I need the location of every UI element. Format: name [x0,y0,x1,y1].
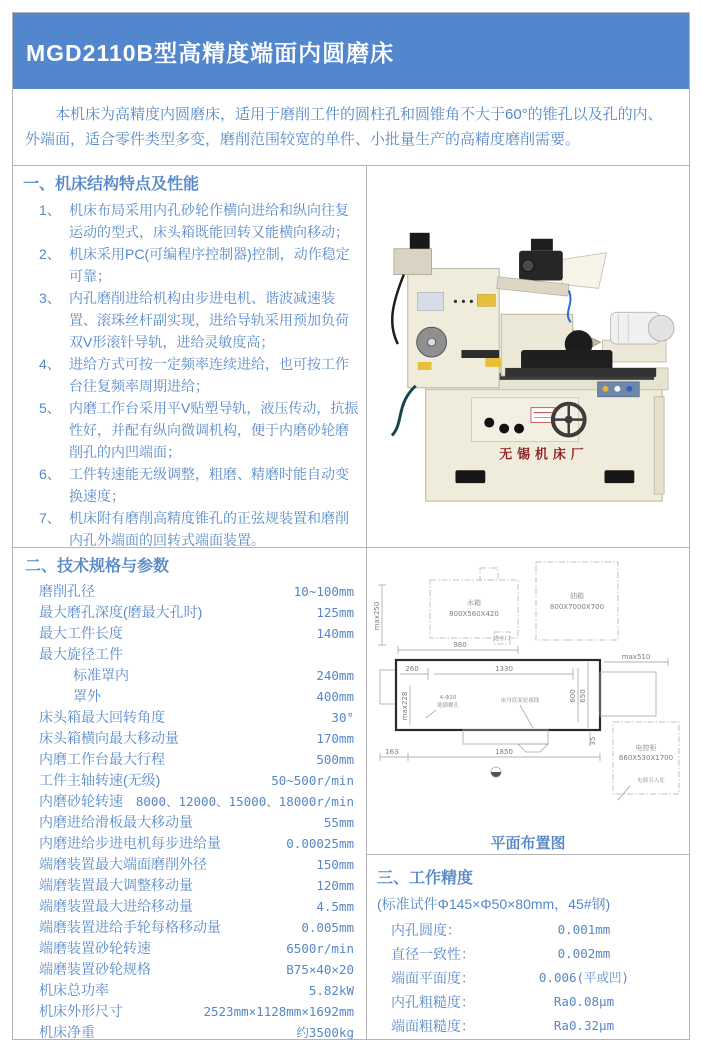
feature-item [39,287,362,353]
inlet-label: 进水口 [493,636,510,642]
feature-text: 机床采用PC(可编程序控制器)控制，动作稳定可靠； [69,246,350,284]
dim-980: 980 [452,641,467,649]
spec-row [25,707,356,728]
product-sheet [12,12,690,1040]
feature-text: 机床布局采用内孔砂轮作横向进给和纵向往复运动的型式，床头箱既能回转又能横向移动； [69,202,349,240]
spec-row [25,581,356,602]
precision-row [377,990,681,1014]
spec-value: 2523mm×1128mm×1692mm [203,1004,354,1019]
spec-value: 30° [331,710,354,725]
dim-260: 260 [404,665,419,673]
precision-label: 端面粗糙度： [391,1018,475,1034]
spec-row [25,686,356,707]
spec-label: 端磨装置最大调整移动量 [39,877,193,893]
dim-max228: max228 [400,691,409,721]
feature-text: 机床附有磨削高精度锥孔的正弦规装置和磨削内孔外端面的回转式端面装置。 [69,510,349,547]
right-column [366,547,689,1039]
cabinet-label: 电控柜 [635,744,656,752]
spec-value: 120mm [316,878,354,893]
features-section [13,165,366,547]
spec-label: 端磨装置进给手轮每格移动量 [39,919,221,935]
spec-row [25,896,356,917]
precision-label: 端面平面度： [391,970,475,986]
precision-label: 直径一致性： [391,946,475,962]
spec-value: 125mm [316,605,354,620]
dim-600: 600 [568,689,577,703]
spec-value: 5.82kW [308,983,354,998]
precision-value: Ra0.08μm [553,994,615,1009]
spec-row [25,623,356,644]
feature-item [39,243,362,287]
precision-section [367,854,689,1046]
dim-1330: 1330 [494,665,513,673]
spec-label: 床头箱最大回转角度 [39,709,165,725]
spec-label: 工件主轴转速(无级) [39,772,161,788]
spec-row [25,791,356,812]
spec-label: 端磨装置最大进给移动量 [39,898,193,914]
spec-label: 最大工件长度 [39,625,123,641]
power-entry-label: 电源引入处 [636,778,665,784]
spec-value: 150mm [316,857,354,872]
feature-number: 1、 [39,202,61,218]
spec-label: 内磨进给步进电机每步进给量 [39,835,221,851]
page-title-bar [13,13,689,89]
feature-number: 3、 [39,290,61,306]
cabinet-size: 660X530X1700 [618,754,673,762]
feature-item [39,199,362,243]
oil-tank-label: 油箱 [569,592,584,600]
floor-plan-section [367,548,689,854]
spec-row [25,854,356,875]
dim-max250: max250 [372,601,381,631]
oil-tank-size: 800X7000X700 [549,603,604,611]
intro-section [13,89,689,165]
spec-value: B75×40×20 [286,962,354,977]
floor-plan-drawing [368,550,689,834]
content-grid [13,165,689,1039]
bolt-holes-line1: 4-Φ20 [439,695,456,701]
features-list [23,199,362,547]
precision-value: Ra0.32μm [553,1018,615,1033]
spec-label: 机床外形尺寸 [39,1003,123,1019]
spec-row [25,917,356,938]
spec-value: 500mm [316,752,354,767]
precision-row [377,942,681,966]
precision-row [377,918,681,942]
dim-163: 163 [384,748,399,756]
spec-value: 50~500r/min [271,773,354,788]
spec-value: 400mm [316,689,354,704]
spec-value: 10~100mm [293,584,354,599]
dim-35: 35 [588,736,597,746]
spec-row [25,833,356,854]
feature-number: 5、 [39,400,61,416]
water-tank-size: 800X560X420 [448,610,499,618]
page-title: MGD2110B型高精度端面内圆磨床 [26,39,395,66]
spec-row [25,980,356,1001]
precision-value: 0.006(平或凹) [538,970,630,985]
spec-label: 机床总功率 [39,982,109,998]
feature-text: 工件转速能无级调整，粗磨、精磨时能自动变换速度； [69,466,349,504]
precision-heading: 三、工作精度 [377,870,474,887]
spec-label: 端磨装置最大端面磨削外径 [39,856,207,872]
spec-label: 最大旋径工件 [39,646,123,662]
precision-label: 内孔圆度： [391,922,461,938]
spec-row [25,602,356,623]
spec-row [25,812,356,833]
spec-label: 罩外 [73,688,101,704]
precision-value: 0.001mm [557,922,611,937]
specs-table [25,581,356,1039]
water-tank-label: 水箱 [466,599,481,607]
spec-row [25,1001,356,1022]
feature-text: 内磨工作台采用平V贴塑导轨，液压传动，抗振性好，并配有纵向微调机构，便于内磨砂轮磨削孔的内凹端面； [69,400,359,460]
feature-number: 6、 [39,466,61,482]
spec-label: 标准罩内 [73,667,129,683]
feature-item [39,353,362,397]
precision-label: 内孔粗糙度： [391,994,475,1010]
spec-label: 最大磨孔深度(磨最大孔时) [39,604,203,620]
spec-value: 0.005mm [301,920,354,935]
intro-paragraph: 本机床为高精度内圆磨床，适用于磨削工件的圆柱孔和圆锥角不大于60°的锥孔以及孔的内、外端面，适合零件类型多变，磨削范围较宽的单件、小批量生产的高精度磨削需要。 [25,106,663,148]
spec-value: 240mm [316,668,354,683]
bed-outline-label: 床身底面轮廓线 [500,698,539,704]
dim-max510: max510 [621,653,650,661]
grinding-machine-illustration [374,173,682,541]
spec-value: 0.00025mm [286,836,354,851]
spec-label: 端磨装置砂轮转速 [39,940,151,956]
spec-row [25,938,356,959]
spec-label: 内磨工作台最大行程 [39,751,165,767]
feature-number: 7、 [39,510,61,526]
spec-row [25,644,356,665]
feature-item [39,397,362,463]
spec-value: 8000、12000、15000、18000r/min [135,794,354,809]
feature-number: 2、 [39,246,61,262]
precision-table [377,918,681,1038]
spec-label: 内磨砂轮转速 [39,793,123,809]
feature-text: 进给方式可按一定频率连续进给，也可按工作台往复频率周期进给； [69,356,349,394]
spec-value: 6500r/min [286,941,354,956]
spec-row [25,749,356,770]
spec-row [25,1022,356,1039]
spec-value: 4.5mm [316,899,354,914]
spec-label: 床头箱横向最大移动量 [39,730,179,746]
brand-text: 无锡机床厂 [499,446,589,462]
dim-1850: 1850 [494,748,513,756]
feature-number: 4、 [39,356,61,372]
floor-plan-caption: 平面布置图 [490,835,566,852]
precision-subtitle: (标准试件Φ145×Φ50×80mm，45#钢) [377,896,611,912]
spec-row [25,959,356,980]
specs-heading: 二、技术规格与参数 [25,558,170,575]
spec-row [25,770,356,791]
spec-value: 170mm [316,731,354,746]
spec-value: 约3500kg [296,1025,354,1039]
machine-photo [366,165,689,547]
spec-label: 内磨进给滑板最大移动量 [39,814,193,830]
spec-row [25,875,356,896]
precision-value: 0.002mm [557,946,611,961]
spec-label: 机床净重 [39,1024,95,1039]
spec-value: 140mm [316,626,354,641]
spec-label: 端磨装置砂轮规格 [39,961,151,977]
feature-item [39,463,362,507]
spec-row [25,665,356,686]
specs-section [13,547,366,1039]
precision-row [377,966,681,990]
feature-text: 内孔磨削进给机构由步进电机、谐波减速装置、滚珠丝杆副实现，进给导轨采用预加负荷双V形滚针导轨，进给灵敏度高； [69,290,349,350]
spec-value: 55mm [323,815,354,830]
spec-label: 磨削孔径 [39,583,95,599]
feature-item [39,507,362,547]
features-heading: 一、机床结构特点及性能 [23,176,200,193]
bolt-holes-line2: 地脚螺孔 [436,703,459,709]
precision-row [377,1014,681,1038]
spec-row [25,728,356,749]
dim-650: 650 [578,689,587,703]
